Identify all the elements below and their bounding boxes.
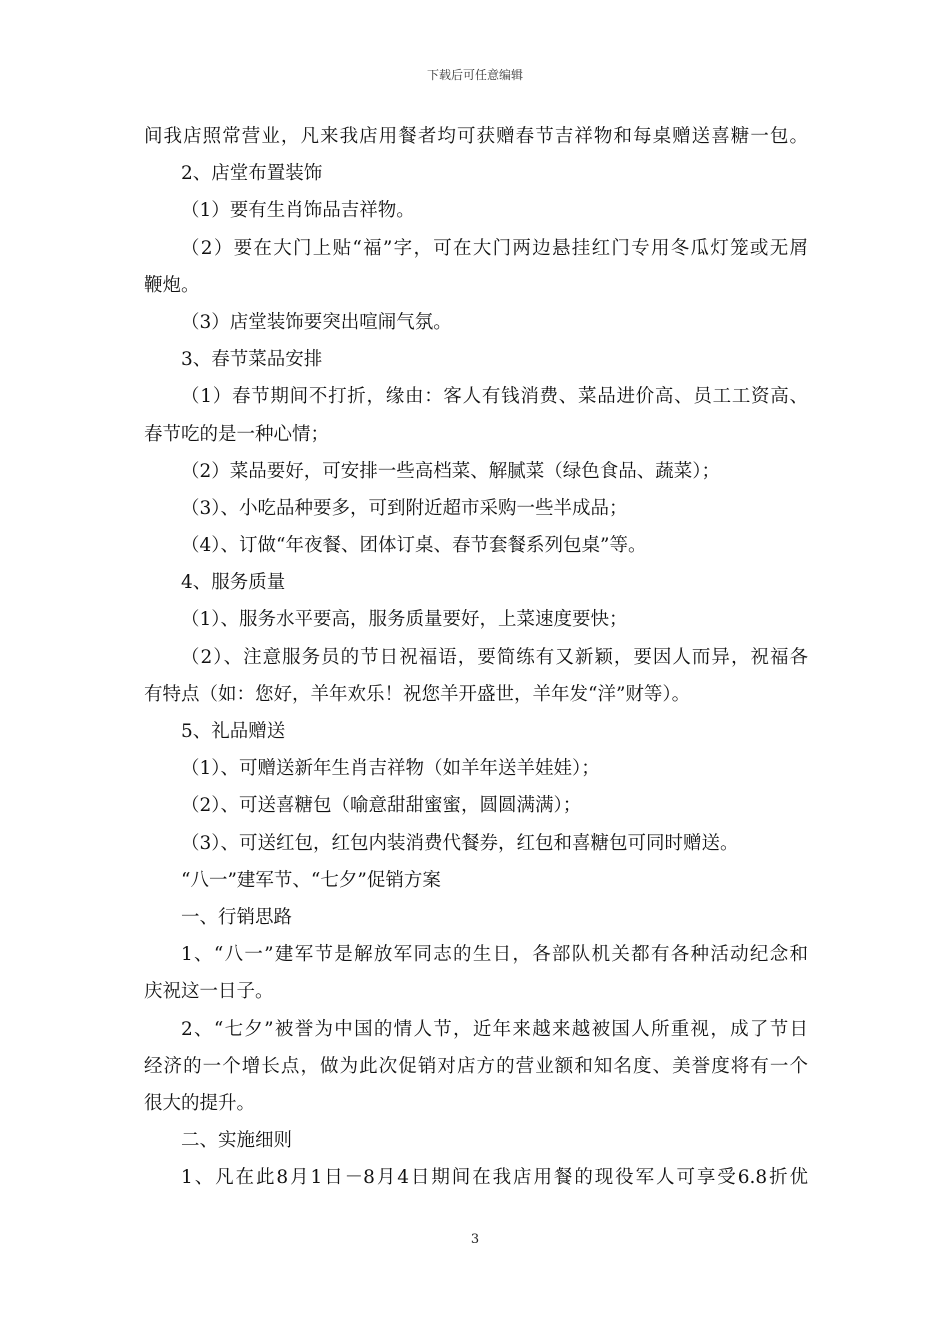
- page-header-note: 下载后可任意编辑: [426, 68, 523, 82]
- paragraph-line: 有特点（如：您好，羊年欢乐！祝您羊开盛世，羊年发“洋”财等）。: [144, 683, 691, 705]
- list-item: （3）、可送红包，红包内装消费代餐券，红包和喜糖包可同时赠送。: [181, 832, 739, 854]
- list-item: （1）春节期间不打折，缘由：客人有钱消费、菜品进价高、员工工资高、: [181, 386, 808, 408]
- section-heading: 2、店堂布置装饰: [181, 163, 323, 185]
- list-item: （1）、可赠送新年生肖吉祥物（如羊年送羊娃娃）；: [181, 758, 600, 780]
- section-heading: 一、行销思路: [181, 906, 293, 928]
- list-item: （1）要有生肖饰品吉祥物。: [181, 200, 415, 222]
- list-item: （2）、可送喜糖包（喻意甜甜蜜蜜，圆圆满满）；: [181, 795, 582, 817]
- list-item: （2）要在大门上贴“福”字，可在大门两边悬挂红门专用冬瓜灯笼或无屑: [181, 237, 808, 259]
- list-item: （1）、服务水平要高，服务质量要好，上菜速度要快；: [181, 609, 628, 631]
- list-item: （4）、订做“年夜餐、团体订桌、春节套餐系列包桌”等。: [181, 535, 647, 557]
- list-item: （3）店堂装饰要突出喧闹气氛。: [181, 311, 452, 333]
- section-heading: 4、服务质量: [181, 572, 286, 594]
- document-subtitle: “八一”建军节、“七夕”促销方案: [181, 869, 441, 891]
- list-item: （2）菜品要好，可安排一些高档菜、解腻菜（绿色食品、蔬菜）；: [181, 460, 721, 482]
- paragraph-line: 春节吃的是一种心情；: [144, 423, 330, 445]
- paragraph-line: 间我店照常营业，凡来我店用餐者均可获赠春节吉祥物和每桌赠送喜糖一包。: [144, 126, 808, 147]
- section-heading: 3、春节菜品安排: [181, 349, 323, 371]
- list-item: （2）、注意服务员的节日祝福语，要简练有又新颖，要因人而异，祝福各: [181, 646, 808, 668]
- paragraph-line: 2、“七夕”被誉为中国的情人节，近年来越来越被国人所重视，成了节日: [181, 1018, 808, 1040]
- paragraph-line: 1、“八一”建军节是解放军同志的生日，各部队机关都有各种活动纪念和: [181, 944, 808, 966]
- paragraph-line: 很大的提升。: [144, 1092, 256, 1114]
- section-heading: 二、实施细则: [181, 1130, 293, 1152]
- section-heading: 5、礼品赠送: [181, 721, 286, 742]
- page-number: 3: [470, 1232, 480, 1247]
- paragraph-line: 1、凡在此8月1日－8月4日期间在我店用餐的现役军人可享受6.8折优: [181, 1167, 808, 1189]
- paragraph-line: 经济的一个增长点，做为此次促销对店方的营业额和知名度、美誉度将有一个: [144, 1055, 808, 1077]
- paragraph-line: 庆祝这一日子。: [144, 981, 274, 1003]
- paragraph-line: 鞭炮。: [144, 274, 200, 296]
- list-item: （3）、小吃品种要多，可到附近超市采购一些半成品；: [181, 497, 628, 519]
- document-body: [144, 118, 808, 1196]
